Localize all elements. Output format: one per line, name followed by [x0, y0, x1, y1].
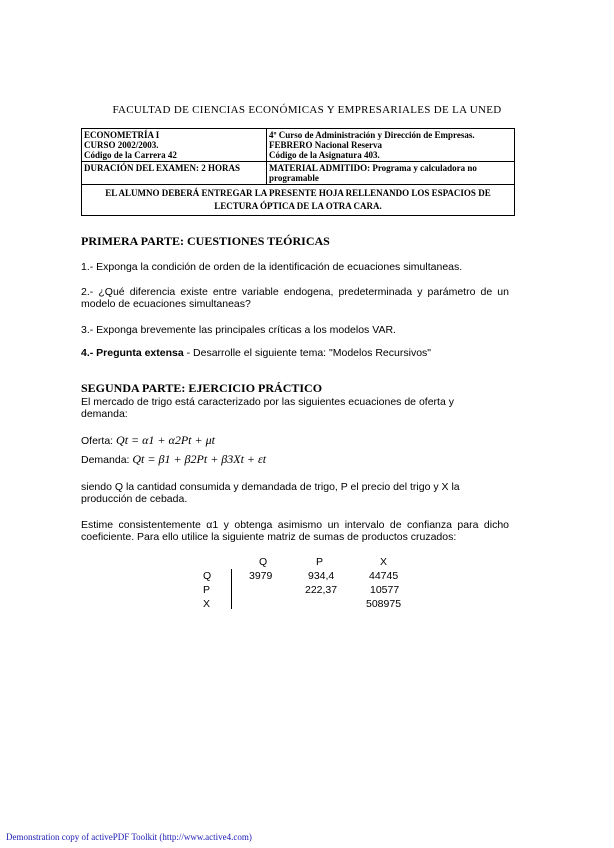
- faculty-title: FACULTAD DE CIENCIAS ECONÓMICAS Y EMPRESARIALES DE LA UNED: [112, 104, 502, 116]
- course-name: 4º Curso de Administración y Dirección de Empresas.: [269, 130, 475, 140]
- material-allowed: MATERIAL ADMITIDO: Programa y calculadora no: [269, 163, 477, 173]
- supply-equation: Qt = α1 + α2Pt + μt: [116, 433, 215, 447]
- exam-duration: DURACIÓN DEL EXAMEN: 2 HORAS: [84, 163, 241, 173]
- subject-name: ECONOMETRÍA I: [84, 130, 160, 140]
- demand-equation-row: [81, 452, 266, 467]
- question-3: 3.- Exponga brevemente las principales críticas a los modelos VAR.: [81, 324, 396, 336]
- demand-equation: Qt = β1 + β2Pt + β3Xt + εt: [132, 452, 267, 466]
- matrix-col-header: P: [316, 556, 324, 568]
- question-4: [81, 347, 509, 359]
- course-cell: [267, 129, 515, 162]
- duration-cell: [82, 162, 267, 185]
- question-1: 1.- Exponga la condición de orden de la identificación de ecuaciones simultaneas.: [81, 261, 463, 273]
- question-2: 2.- ¿Qué diferencia existe entre variable endogena, predeterminada y parámetro de un modelo de ecuaciones simultaneas?: [81, 286, 509, 310]
- demand-label: Demanda:: [81, 454, 130, 466]
- matrix-cell: 934,4: [308, 570, 335, 582]
- part1-title: PRIMERA PARTE: CUESTIONES TEÓRICAS: [81, 234, 330, 248]
- supply-equation-row: [81, 433, 215, 448]
- subject-code: Código de la Asignatura 403.: [269, 150, 380, 160]
- task-statement: Estime consistentemente α1 y obtenga asimismo un intervalo de confianza para dicho coeficiente. Para ello utilice la siguiente matriz de sumas de productos cruzados:: [81, 519, 509, 543]
- course-year: CURSO 2002/2003.: [84, 140, 159, 150]
- market-intro: El mercado de trigo está caracterizado por las siguientes ecuaciones de oferta y demanda:: [81, 396, 454, 420]
- matrix-row-header: P: [203, 584, 211, 596]
- matrix-cell: 3979: [249, 570, 273, 582]
- supply-label: Oferta:: [81, 435, 114, 447]
- notice-cell: [82, 185, 515, 216]
- notice-line-2: LECTURA ÓPTICA DE LA OTRA CARA.: [214, 201, 382, 211]
- matrix-cell: 222,37: [305, 584, 338, 596]
- question-4-text: - Desarrolle el siguiente tema: "Modelos Recursivos": [183, 347, 432, 359]
- material-cell: [267, 162, 515, 185]
- notice-line-1: EL ALUMNO DEBERÁ ENTREGAR LA PRESENTE HOJA RELLENANDO LOS ESPACIOS DE: [105, 188, 491, 198]
- matrix-row-header: Q: [203, 570, 212, 582]
- matrix-col-header: X: [380, 556, 388, 568]
- matrix-cell: 508975: [366, 598, 402, 610]
- matrix-divider: [231, 569, 232, 609]
- material-allowed-cont: programable: [269, 173, 319, 183]
- exam-header-table: [81, 128, 515, 216]
- matrix-cell: 10577: [370, 584, 400, 596]
- career-code: Código de la Carrera 42: [84, 150, 177, 160]
- subject-cell: [82, 129, 267, 162]
- pdf-watermark-footer: Demonstration copy of activePDF Toolkit (http://www.active4.com): [6, 832, 252, 842]
- variable-explanation: siendo Q la cantidad consumida y demandada de trigo, P el precio del trigo y X la producción de cebada.: [81, 481, 460, 505]
- matrix-col-header: Q: [259, 556, 268, 568]
- matrix-row-header: X: [203, 598, 211, 610]
- part2-title: SEGUNDA PARTE: EJERCICIO PRÁCTICO: [81, 381, 323, 395]
- exam-session: FEBRERO Nacional Reserva: [269, 140, 382, 150]
- question-4-prefix: 4.- Pregunta extensa: [81, 347, 184, 359]
- matrix-cell: 44745: [369, 570, 399, 582]
